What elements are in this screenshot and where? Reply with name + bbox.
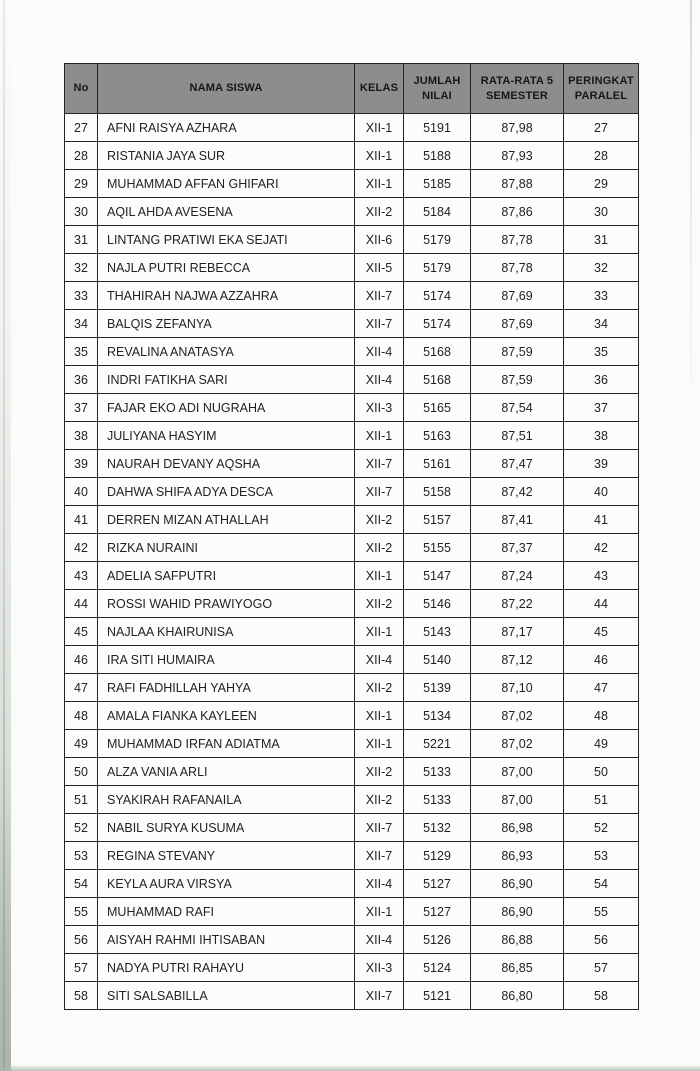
cell-no: 41 xyxy=(65,506,98,534)
table-body xyxy=(65,114,639,1010)
cell-rata: 87,88 xyxy=(471,170,564,198)
cell-rata: 86,93 xyxy=(471,842,564,870)
table-row xyxy=(65,506,639,534)
cell-rata: 87,93 xyxy=(471,142,564,170)
cell-nama: KEYLA AURA VIRSYA xyxy=(98,870,355,898)
cell-peringkat: 29 xyxy=(564,170,639,198)
cell-kelas: XII-1 xyxy=(355,114,404,142)
cell-nama: REGINA STEVANY xyxy=(98,842,355,870)
table-row xyxy=(65,674,639,702)
cell-jumlah: 5139 xyxy=(404,674,471,702)
cell-kelas: XII-1 xyxy=(355,170,404,198)
cell-kelas: XII-7 xyxy=(355,478,404,506)
cell-nama: MUHAMMAD RAFI xyxy=(98,898,355,926)
cell-no: 33 xyxy=(65,282,98,310)
cell-nama: ADELIA SAFPUTRI xyxy=(98,562,355,590)
cell-rata: 86,88 xyxy=(471,926,564,954)
cell-no: 57 xyxy=(65,954,98,982)
cell-nama: NAJLAA KHAIRUNISA xyxy=(98,618,355,646)
cell-nama: REVALINA ANATASYA xyxy=(98,338,355,366)
cell-kelas: XII-4 xyxy=(355,926,404,954)
cell-peringkat: 34 xyxy=(564,310,639,338)
cell-no: 39 xyxy=(65,450,98,478)
cell-kelas: XII-1 xyxy=(355,422,404,450)
table-row xyxy=(65,786,639,814)
table-header-row xyxy=(65,64,639,114)
table-row xyxy=(65,310,639,338)
cell-kelas: XII-7 xyxy=(355,842,404,870)
cell-rata: 87,78 xyxy=(471,226,564,254)
cell-kelas: XII-7 xyxy=(355,282,404,310)
cell-kelas: XII-2 xyxy=(355,590,404,618)
cell-rata: 87,51 xyxy=(471,422,564,450)
cell-jumlah: 5168 xyxy=(404,366,471,394)
cell-rata: 87,00 xyxy=(471,758,564,786)
table-row xyxy=(65,814,639,842)
table-row xyxy=(65,870,639,898)
cell-kelas: XII-1 xyxy=(355,562,404,590)
cell-rata: 87,24 xyxy=(471,562,564,590)
cell-jumlah: 5146 xyxy=(404,590,471,618)
cell-rata: 87,98 xyxy=(471,114,564,142)
cell-kelas: XII-7 xyxy=(355,450,404,478)
cell-kelas: XII-2 xyxy=(355,534,404,562)
cell-jumlah: 5147 xyxy=(404,562,471,590)
cell-nama: DERREN MIZAN ATHALLAH xyxy=(98,506,355,534)
cell-no: 35 xyxy=(65,338,98,366)
cell-no: 55 xyxy=(65,898,98,926)
cell-jumlah: 5188 xyxy=(404,142,471,170)
cell-rata: 87,22 xyxy=(471,590,564,618)
cell-kelas: XII-7 xyxy=(355,310,404,338)
cell-rata: 87,17 xyxy=(471,618,564,646)
cell-nama: NAJLA PUTRI REBECCA xyxy=(98,254,355,282)
column-header-jumlah: JUMLAH NILAI xyxy=(404,64,471,114)
cell-nama: IRA SITI HUMAIRA xyxy=(98,646,355,674)
cell-kelas: XII-3 xyxy=(355,954,404,982)
cell-nama: SITI SALSABILLA xyxy=(98,982,355,1010)
cell-no: 54 xyxy=(65,870,98,898)
cell-no: 37 xyxy=(65,394,98,422)
cell-rata: 87,42 xyxy=(471,478,564,506)
cell-kelas: XII-5 xyxy=(355,254,404,282)
cell-no: 27 xyxy=(65,114,98,142)
scan-edge-left xyxy=(0,0,11,1071)
cell-jumlah: 5124 xyxy=(404,954,471,982)
cell-nama: NAURAH DEVANY AQSHA xyxy=(98,450,355,478)
cell-kelas: XII-7 xyxy=(355,982,404,1010)
table-row xyxy=(65,450,639,478)
table-row xyxy=(65,982,639,1010)
cell-no: 31 xyxy=(65,226,98,254)
cell-jumlah: 5157 xyxy=(404,506,471,534)
cell-no: 38 xyxy=(65,422,98,450)
table-row xyxy=(65,198,639,226)
column-header-nama: NAMA SISWA xyxy=(98,64,355,114)
cell-kelas: XII-2 xyxy=(355,198,404,226)
cell-peringkat: 45 xyxy=(564,618,639,646)
cell-rata: 86,80 xyxy=(471,982,564,1010)
cell-kelas: XII-7 xyxy=(355,814,404,842)
cell-nama: ALZA VANIA ARLI xyxy=(98,758,355,786)
cell-rata: 87,37 xyxy=(471,534,564,562)
cell-jumlah: 5179 xyxy=(404,226,471,254)
cell-kelas: XII-2 xyxy=(355,674,404,702)
cell-peringkat: 44 xyxy=(564,590,639,618)
cell-peringkat: 36 xyxy=(564,366,639,394)
cell-peringkat: 56 xyxy=(564,926,639,954)
cell-jumlah: 5127 xyxy=(404,870,471,898)
cell-no: 58 xyxy=(65,982,98,1010)
cell-peringkat: 27 xyxy=(564,114,639,142)
cell-jumlah: 5133 xyxy=(404,758,471,786)
cell-peringkat: 46 xyxy=(564,646,639,674)
cell-peringkat: 28 xyxy=(564,142,639,170)
cell-peringkat: 52 xyxy=(564,814,639,842)
cell-peringkat: 35 xyxy=(564,338,639,366)
cell-peringkat: 42 xyxy=(564,534,639,562)
cell-no: 42 xyxy=(65,534,98,562)
cell-nama: FAJAR EKO ADI NUGRAHA xyxy=(98,394,355,422)
cell-peringkat: 32 xyxy=(564,254,639,282)
cell-peringkat: 55 xyxy=(564,898,639,926)
cell-peringkat: 47 xyxy=(564,674,639,702)
cell-nama: RIZKA NURAINI xyxy=(98,534,355,562)
cell-jumlah: 5158 xyxy=(404,478,471,506)
cell-rata: 86,85 xyxy=(471,954,564,982)
table-row xyxy=(65,422,639,450)
cell-kelas: XII-1 xyxy=(355,702,404,730)
cell-jumlah: 5155 xyxy=(404,534,471,562)
cell-no: 30 xyxy=(65,198,98,226)
cell-peringkat: 48 xyxy=(564,702,639,730)
table-row xyxy=(65,226,639,254)
cell-no: 34 xyxy=(65,310,98,338)
table-row xyxy=(65,646,639,674)
cell-no: 44 xyxy=(65,590,98,618)
cell-rata: 87,69 xyxy=(471,282,564,310)
cell-no: 36 xyxy=(65,366,98,394)
cell-rata: 87,54 xyxy=(471,394,564,422)
cell-kelas: XII-1 xyxy=(355,618,404,646)
table-row xyxy=(65,170,639,198)
cell-kelas: XII-1 xyxy=(355,730,404,758)
cell-no: 49 xyxy=(65,730,98,758)
cell-jumlah: 5221 xyxy=(404,730,471,758)
table-row xyxy=(65,702,639,730)
cell-peringkat: 50 xyxy=(564,758,639,786)
table-row xyxy=(65,590,639,618)
column-header-no: No xyxy=(65,64,98,114)
table-row xyxy=(65,478,639,506)
cell-nama: AMALA FIANKA KAYLEEN xyxy=(98,702,355,730)
cell-no: 56 xyxy=(65,926,98,954)
table-row xyxy=(65,954,639,982)
cell-peringkat: 31 xyxy=(564,226,639,254)
cell-nama: RISTANIA JAYA SUR xyxy=(98,142,355,170)
cell-nama: LINTANG PRATIWI EKA SEJATI xyxy=(98,226,355,254)
cell-rata: 87,59 xyxy=(471,338,564,366)
cell-nama: THAHIRAH NAJWA AZZAHRA xyxy=(98,282,355,310)
cell-jumlah: 5129 xyxy=(404,842,471,870)
cell-nama: NADYA PUTRI RAHAYU xyxy=(98,954,355,982)
cell-jumlah: 5174 xyxy=(404,282,471,310)
cell-nama: AFNI RAISYA AZHARA xyxy=(98,114,355,142)
cell-peringkat: 51 xyxy=(564,786,639,814)
table-row xyxy=(65,926,639,954)
cell-kelas: XII-1 xyxy=(355,898,404,926)
cell-nama: NABIL SURYA KUSUMA xyxy=(98,814,355,842)
cell-peringkat: 33 xyxy=(564,282,639,310)
cell-nama: AISYAH RAHMI IHTISABAN xyxy=(98,926,355,954)
cell-peringkat: 49 xyxy=(564,730,639,758)
cell-jumlah: 5174 xyxy=(404,310,471,338)
table-row xyxy=(65,730,639,758)
cell-kelas: XII-6 xyxy=(355,226,404,254)
cell-jumlah: 5126 xyxy=(404,926,471,954)
cell-peringkat: 57 xyxy=(564,954,639,982)
cell-kelas: XII-2 xyxy=(355,758,404,786)
cell-no: 28 xyxy=(65,142,98,170)
table-row xyxy=(65,758,639,786)
cell-jumlah: 5165 xyxy=(404,394,471,422)
cell-peringkat: 39 xyxy=(564,450,639,478)
cell-no: 40 xyxy=(65,478,98,506)
cell-rata: 86,90 xyxy=(471,870,564,898)
cell-no: 51 xyxy=(65,786,98,814)
cell-jumlah: 5163 xyxy=(404,422,471,450)
scan-edge-right xyxy=(690,0,692,428)
cell-peringkat: 30 xyxy=(564,198,639,226)
cell-jumlah: 5161 xyxy=(404,450,471,478)
cell-peringkat: 40 xyxy=(564,478,639,506)
cell-nama: JULIYANA HASYIM xyxy=(98,422,355,450)
cell-rata: 87,69 xyxy=(471,310,564,338)
cell-nama: BALQIS ZEFANYA xyxy=(98,310,355,338)
cell-no: 45 xyxy=(65,618,98,646)
cell-jumlah: 5185 xyxy=(404,170,471,198)
cell-no: 43 xyxy=(65,562,98,590)
column-header-peringkat: PERINGKAT PARALEL xyxy=(564,64,639,114)
cell-peringkat: 53 xyxy=(564,842,639,870)
table-row xyxy=(65,142,639,170)
cell-rata: 86,98 xyxy=(471,814,564,842)
table-row xyxy=(65,338,639,366)
cell-jumlah: 5191 xyxy=(404,114,471,142)
cell-nama: RAFI FADHILLAH YAHYA xyxy=(98,674,355,702)
cell-kelas: XII-2 xyxy=(355,786,404,814)
cell-jumlah: 5179 xyxy=(404,254,471,282)
table-row xyxy=(65,394,639,422)
cell-nama: SYAKIRAH RAFANAILA xyxy=(98,786,355,814)
student-ranking-table-container xyxy=(64,63,639,1010)
cell-kelas: XII-3 xyxy=(355,394,404,422)
cell-rata: 87,41 xyxy=(471,506,564,534)
cell-jumlah: 5168 xyxy=(404,338,471,366)
cell-kelas: XII-2 xyxy=(355,506,404,534)
cell-rata: 86,90 xyxy=(471,898,564,926)
cell-rata: 87,78 xyxy=(471,254,564,282)
cell-nama: INDRI FATIKHA SARI xyxy=(98,366,355,394)
table-row xyxy=(65,282,639,310)
table-header xyxy=(65,64,639,114)
cell-kelas: XII-4 xyxy=(355,338,404,366)
cell-rata: 87,10 xyxy=(471,674,564,702)
table-row xyxy=(65,562,639,590)
cell-rata: 87,02 xyxy=(471,702,564,730)
column-header-kelas: KELAS xyxy=(355,64,404,114)
cell-jumlah: 5143 xyxy=(404,618,471,646)
cell-jumlah: 5127 xyxy=(404,898,471,926)
cell-kelas: XII-4 xyxy=(355,870,404,898)
cell-peringkat: 54 xyxy=(564,870,639,898)
cell-jumlah: 5133 xyxy=(404,786,471,814)
table-row xyxy=(65,898,639,926)
cell-no: 50 xyxy=(65,758,98,786)
cell-jumlah: 5121 xyxy=(404,982,471,1010)
cell-nama: ROSSI WAHID PRAWIYOGO xyxy=(98,590,355,618)
cell-rata: 87,86 xyxy=(471,198,564,226)
cell-no: 29 xyxy=(65,170,98,198)
cell-kelas: XII-4 xyxy=(355,366,404,394)
cell-no: 53 xyxy=(65,842,98,870)
column-header-rata: RATA-RATA 5 SEMESTER xyxy=(471,64,564,114)
cell-no: 47 xyxy=(65,674,98,702)
cell-jumlah: 5134 xyxy=(404,702,471,730)
table-row xyxy=(65,534,639,562)
cell-jumlah: 5184 xyxy=(404,198,471,226)
cell-rata: 87,02 xyxy=(471,730,564,758)
table-row xyxy=(65,366,639,394)
student-ranking-table xyxy=(64,63,639,1010)
cell-nama: DAHWA SHIFA ADYA DESCA xyxy=(98,478,355,506)
cell-no: 48 xyxy=(65,702,98,730)
cell-no: 52 xyxy=(65,814,98,842)
cell-kelas: XII-4 xyxy=(355,646,404,674)
cell-rata: 87,00 xyxy=(471,786,564,814)
cell-peringkat: 58 xyxy=(564,982,639,1010)
cell-nama: AQIL AHDA AVESENA xyxy=(98,198,355,226)
cell-no: 32 xyxy=(65,254,98,282)
cell-peringkat: 37 xyxy=(564,394,639,422)
cell-rata: 87,59 xyxy=(471,366,564,394)
cell-no: 46 xyxy=(65,646,98,674)
cell-peringkat: 41 xyxy=(564,506,639,534)
scan-edge-bottom xyxy=(0,1065,700,1071)
table-row xyxy=(65,618,639,646)
cell-jumlah: 5140 xyxy=(404,646,471,674)
table-row xyxy=(65,114,639,142)
table-row xyxy=(65,842,639,870)
cell-peringkat: 38 xyxy=(564,422,639,450)
cell-nama: MUHAMMAD AFFAN GHIFARI xyxy=(98,170,355,198)
cell-jumlah: 5132 xyxy=(404,814,471,842)
cell-peringkat: 43 xyxy=(564,562,639,590)
table-row xyxy=(65,254,639,282)
cell-rata: 87,12 xyxy=(471,646,564,674)
cell-rata: 87,47 xyxy=(471,450,564,478)
cell-kelas: XII-1 xyxy=(355,142,404,170)
cell-nama: MUHAMMAD IRFAN ADIATMA xyxy=(98,730,355,758)
